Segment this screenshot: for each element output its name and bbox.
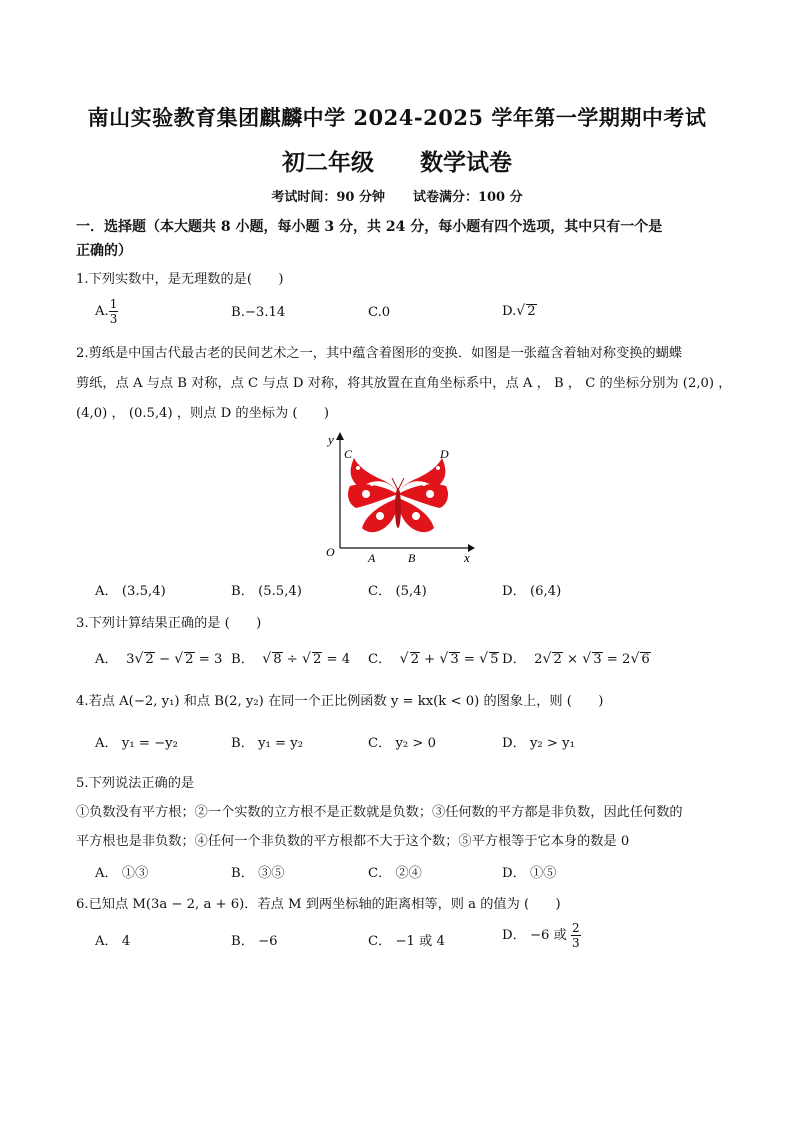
q6-fraction: $\frac{2}{3}$ bbox=[571, 921, 580, 950]
grade-label: 初二年级 bbox=[282, 149, 374, 176]
q5-option-a: A． ①③ bbox=[95, 866, 149, 881]
q6-option-b: B． −6 bbox=[231, 934, 278, 949]
q6-stem: 6.已知点 M(3a − 2, a + 6)．若点 M 到两坐标轴的距离相等，则 a 的值为 ( ) bbox=[76, 897, 561, 912]
q5-stem: 5.下列说法正确的是 bbox=[76, 776, 195, 791]
q2-option-c: C． (5,4) bbox=[368, 584, 427, 599]
right-antenna bbox=[398, 478, 404, 490]
q1-option-c: C.0 bbox=[368, 305, 391, 320]
q3-option-a: A． 3√ 2 − √ 2 = 3 bbox=[95, 651, 223, 667]
q1-fraction: $\frac{1}{3}$ bbox=[109, 297, 118, 326]
q5-option-c: C． ②④ bbox=[368, 866, 422, 881]
q2-stem-line2: 剪纸，点 A 与点 B 对称，点 C 与点 D 对称，将其放置在直角坐标系中，点 A ， B ， C 的坐标分别为 (2,0) ， bbox=[76, 376, 732, 391]
exam-time: 考试时间：90 分钟 bbox=[271, 190, 385, 205]
q1-option-d: D.√ 2 bbox=[502, 303, 536, 319]
q4-stem: 4.若点 A(−2, y₁) 和点 B(2, y₂) 在同一个正比例函数 y = kx(k < 0) 的图象上，则 ( ) bbox=[76, 694, 604, 709]
point-a-label: A bbox=[368, 551, 376, 565]
q3-option-c: C． √ 2 + √ 3 = √ 5 bbox=[368, 651, 499, 667]
point-b-label: B bbox=[408, 551, 416, 565]
q4-option-a: A． y₁ = −y₂ bbox=[95, 736, 178, 751]
q6-option-a: A． 4 bbox=[95, 934, 131, 949]
q3-option-d: D． 2√ 2 × √ 3 = 2√ 6 bbox=[502, 651, 650, 667]
q6-option-d: D． −6 或 $\frac{2}{3}$ bbox=[502, 921, 580, 950]
butterfly-papercut bbox=[348, 458, 448, 532]
exam-subtitle bbox=[0, 144, 794, 177]
q2-option-b: B． (5.5,4) bbox=[231, 584, 302, 599]
exam-info bbox=[0, 186, 794, 205]
q1-option-a: A. $\frac{1}{3}$ bbox=[95, 297, 118, 326]
q4-option-d: D． y₂ > y₁ bbox=[502, 736, 575, 751]
x-axis-label: x bbox=[464, 550, 470, 565]
butterfly-body bbox=[395, 488, 401, 528]
q3-stem: 3.下列计算结果正确的是 ( ) bbox=[76, 616, 262, 631]
q4-option-c: C． y₂ > 0 bbox=[368, 736, 437, 751]
q1-option-b: B.−3.14 bbox=[231, 305, 286, 320]
exam-score: 试卷满分：100 分 bbox=[412, 190, 523, 205]
point-d-label: D bbox=[440, 447, 449, 461]
q5-option-d: D． ①⑤ bbox=[502, 866, 557, 881]
y-axis-label: y bbox=[328, 432, 334, 447]
q3-option-b: B． √ 8 ÷ √ 2 = 4 bbox=[231, 651, 351, 667]
q2-stem-line1: 2.剪纸是中国古代最古老的民间艺术之一，其中蕴含着图形的变换．如图是一张蕴含着轴对称变换的蝴蝶 bbox=[76, 346, 683, 361]
q4-option-b: B． y₁ = y₂ bbox=[231, 736, 303, 751]
section-heading-line1: 一．选择题（本大题共 8 小题，每小题 3 分，共 24 分，每小题有四个选项，其中只有一个是 bbox=[76, 219, 663, 235]
q5-statement-line2: 平方根也是非负数；④任何一个非负数的平方根都不大于这个数；⑤平方根等于它本身的数是 0 bbox=[76, 834, 630, 849]
q2-option-d: D． (6,4) bbox=[502, 584, 562, 599]
exam-title: 南山实验教育集团麒麟中学 2024-2025 学年第一学期期中考试 bbox=[87, 105, 707, 130]
butterfly-coordinate-figure bbox=[318, 428, 478, 568]
q5-statement-line1: ①负数没有平方根；②一个实数的立方根不是正数就是负数；③任何数的平方都是非负数，因此任何数的 bbox=[76, 805, 683, 820]
left-antenna bbox=[392, 478, 398, 490]
point-c-label: C bbox=[344, 447, 353, 461]
origin-label: O bbox=[326, 545, 335, 559]
q6-option-c: C． −1 或 4 bbox=[368, 934, 445, 949]
q2-option-a: A． (3.5,4) bbox=[95, 584, 166, 599]
q1-stem: 1.下列实数中，是无理数的是( ) bbox=[76, 272, 284, 287]
q5-option-b: B． ③⑤ bbox=[231, 866, 285, 881]
section-heading-line2: 正确的） bbox=[76, 243, 132, 259]
y-axis-arrow bbox=[336, 432, 344, 440]
subject-label: 数学试卷 bbox=[420, 149, 512, 176]
q2-stem-line3: (4,0) ， (0.5,4) ，则点 D 的坐标为 ( ) bbox=[76, 406, 329, 421]
